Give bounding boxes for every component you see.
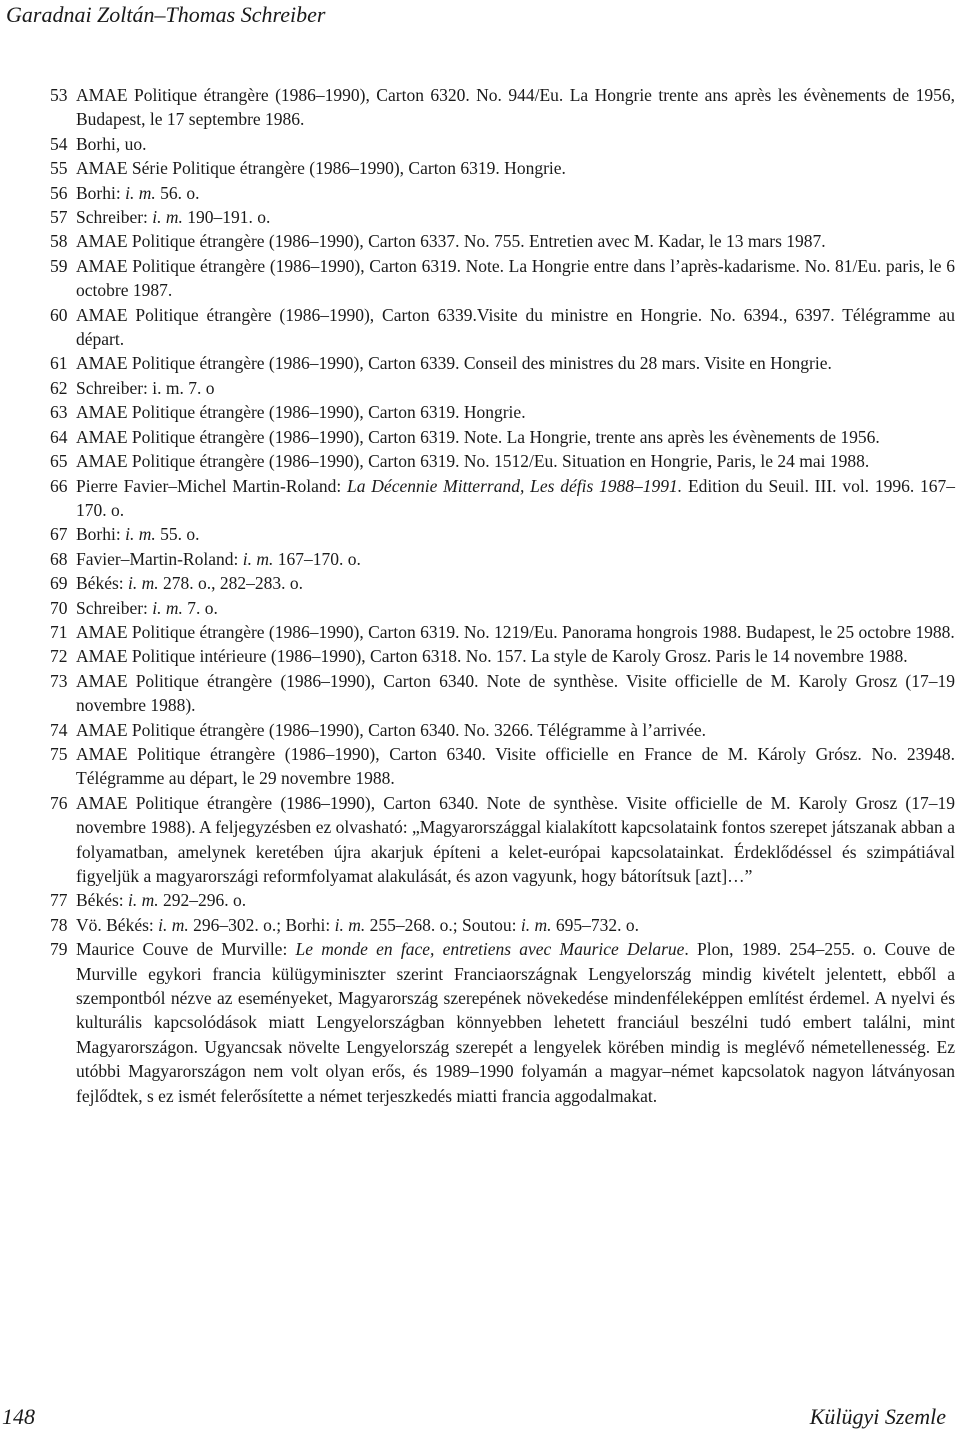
- footnote-item: [50, 596, 955, 620]
- italic-text: i. m.: [152, 207, 183, 228]
- footnote-number: 57: [50, 207, 68, 228]
- text-segment: 296–302. o.; Borhi:: [188, 914, 335, 935]
- footnote-item: [50, 376, 955, 400]
- footnote-item: [50, 181, 955, 205]
- footnote-number: 79: [50, 939, 68, 960]
- italic-text: i. m.: [125, 182, 156, 203]
- text-segment: Békés:: [76, 573, 129, 594]
- footnote-text: [76, 522, 955, 546]
- footnote-item: [50, 351, 955, 375]
- text-segment: Maurice Couve de Murville:: [76, 939, 296, 960]
- footnote-number: 65: [50, 451, 68, 472]
- italic-text: i. m.: [128, 573, 159, 594]
- footnote-number: 73: [50, 670, 68, 691]
- text-segment: 278. o., 282–283. o.: [158, 573, 304, 594]
- footnote-item: [50, 522, 955, 546]
- text-segment: AMAE Politique intérieure (1986–1990), Carton 6318. No. 157. La style de Karoly Grosz. Paris le 14 novembre 1988.: [76, 646, 908, 667]
- footnote-number: 78: [50, 914, 68, 935]
- text-segment: Edition du Seuil. III. vol. 1996. 167–170. o.: [76, 475, 955, 520]
- footnote-text: [76, 742, 955, 791]
- footnote-number: 68: [50, 548, 68, 569]
- italic-text: i. m.: [242, 548, 274, 569]
- text-segment: Vö. Békés:: [76, 914, 159, 935]
- footnote-text: [76, 547, 955, 571]
- text-segment: AMAE Série Politique étrangère (1986–1990), Carton 6319. Hongrie.: [76, 158, 566, 179]
- footnote-text: [76, 644, 955, 668]
- footnote-text: [76, 351, 955, 375]
- footnote-number: 64: [50, 426, 68, 447]
- text-segment: AMAE Politique étrangère (1986–1990), Carton 6319. Note. La Hongrie, trente ans après les évènements de 1956.: [76, 426, 880, 447]
- italic-text: i. m.: [152, 597, 183, 618]
- text-segment: Borhi, uo.: [76, 133, 147, 154]
- text-segment: . Plon, 1989. 254–255. o. Couve de Murville egykori francia külügyminiszter szerint Franciaországnak Lengyelország mindig kivételt jelentett, ebből a szempontból nézve az eseményeket, Magyarország szerepének növekedése mindenféleképpen említést érdemel. A nyelvi és kulturális kapcsolódások miatt Lengyelországban könnyebben lehetett franciául beszélni tudó embert találni, mint Magyarországon. Ugyancsak növelte Lengyelország szerepét a lengyelek körében mindig is meglévő németellenesség. Ez utóbbi Magyarországon nem volt olyan erős, és 1989–1990 folyamán a magyar–német kapcsolatok nagyon látványosan fejlődtek, s ez ismét felerősítette a német terjeszkedés miatti francia aggodalmakat.: [76, 939, 955, 1106]
- footnote-text: [76, 400, 955, 424]
- footnote-item: [50, 205, 955, 229]
- text-segment: 56. o.: [155, 182, 200, 203]
- text-segment: AMAE Politique étrangère (1986–1990), Carton 6340. No. 3266. Télégramme à l’arrivée.: [76, 719, 706, 740]
- footnote-text: [76, 156, 955, 180]
- text-segment: 55. o.: [155, 524, 200, 545]
- footnote-item: [50, 669, 955, 718]
- italic-text: i. m.: [158, 914, 189, 935]
- footnote-item: [50, 132, 955, 156]
- footnote-text: [76, 937, 955, 1108]
- footnote-item: [50, 303, 955, 352]
- footnote-item: [50, 644, 955, 668]
- footnote-number: 53: [50, 85, 68, 105]
- footnote-item: [50, 913, 955, 937]
- footnote-text: [76, 205, 955, 229]
- footnote-item: [50, 229, 955, 253]
- footnote-number: 69: [50, 573, 68, 594]
- italic-text: Le monde en face, entretiens avec Maurice Delarue: [295, 939, 685, 960]
- footnote-item: [50, 888, 955, 912]
- footnote-text: [76, 474, 955, 523]
- footnote-number: 54: [50, 133, 68, 154]
- footnote-number: 71: [50, 621, 68, 642]
- footnote-number: 74: [50, 719, 68, 740]
- footnote-item: [50, 83, 955, 132]
- text-segment: AMAE Politique étrangère (1986–1990), Carton 6319. Note. La Hongrie entre dans l’après-kadarisme. No. 81/Eu. paris, le 6 octobre 1987.: [76, 255, 955, 301]
- footnote-text: [76, 376, 955, 400]
- footnote-number: 76: [50, 792, 68, 813]
- footnote-text: [76, 181, 955, 205]
- footnote-number: 59: [50, 255, 68, 276]
- footnote-text: [76, 718, 955, 742]
- footnote-number: 66: [50, 475, 68, 496]
- footnote-text: [76, 596, 955, 620]
- footnote-number: 75: [50, 743, 68, 764]
- text-segment: AMAE Politique étrangère (1986–1990), Carton 6339.Visite du ministre en Hongrie. No. 6394., 6397. Télégramme au départ.: [76, 304, 955, 350]
- footnote-number: 72: [50, 646, 68, 667]
- footnote-number: 55: [50, 158, 68, 179]
- footnote-text: [76, 913, 955, 937]
- text-segment: 190–191. o.: [182, 207, 271, 228]
- footnote-item: [50, 400, 955, 424]
- running-title: Garadnai Zoltán–Thomas Schreiber: [6, 2, 326, 27]
- italic-text: La Décennie Mitterrand, Les défis 1988–1991.: [347, 475, 683, 496]
- text-segment: Pierre Favier–Michel Martin-Roland:: [76, 475, 348, 496]
- italic-text: i. m.: [128, 890, 159, 911]
- text-segment: Schreiber: i. m. 7. o: [76, 377, 215, 398]
- italic-text: i. m.: [125, 524, 156, 545]
- footnote-number: 60: [50, 304, 68, 325]
- footnote-item: [50, 474, 955, 523]
- footnote-text: [76, 571, 955, 595]
- text-segment: 292–296. o.: [158, 890, 247, 911]
- footnotes-list: [50, 83, 955, 1108]
- text-segment: Favier–Martin-Roland:: [76, 548, 243, 569]
- footnote-item: [50, 156, 955, 180]
- footnote-text: [76, 449, 955, 473]
- footnote-text: [76, 888, 955, 912]
- footnote-item: [50, 718, 955, 742]
- italic-text: i. m.: [334, 914, 366, 935]
- footnote-item: [50, 620, 955, 644]
- text-segment: AMAE Politique étrangère (1986–1990), Carton 6339. Conseil des ministres du 28 mars. Visite en Hongrie.: [76, 353, 832, 374]
- footnote-item: [50, 791, 955, 889]
- footnote-item: [50, 425, 955, 449]
- text-segment: Borhi:: [76, 182, 126, 203]
- footnote-text: [76, 620, 955, 644]
- footnote-text: [76, 669, 955, 718]
- text-segment: 167–170. o.: [273, 548, 361, 569]
- text-segment: AMAE Politique étrangère (1986–1990), Carton 6337. No. 755. Entretien avec M. Kadar, le 13 mars 1987.: [76, 231, 826, 252]
- text-segment: AMAE Politique étrangère (1986–1990), Carton 6340. Visite officielle en France de M. Károly Grósz. No. 23948. Télégramme au départ, le 29 novembre 1988.: [76, 743, 955, 789]
- footnote-item: [50, 254, 955, 303]
- text-segment: AMAE Politique étrangère (1986–1990), Carton 6319. Hongrie.: [76, 402, 526, 423]
- footnote-item: [50, 449, 955, 473]
- text-segment: AMAE Politique étrangère (1986–1990), Carton 6319. No. 1512/Eu. Situation en Hongrie, Paris, le 24 mai 1988.: [76, 451, 870, 472]
- footnote-text: [76, 791, 955, 889]
- footnote-item: [50, 742, 955, 791]
- text-segment: Schreiber:: [76, 597, 153, 618]
- footnote-text: [76, 83, 955, 132]
- text-segment: 255–268. o.; Soutou:: [365, 914, 521, 935]
- footnote-item: [50, 937, 955, 1108]
- footnote-text: [76, 229, 955, 253]
- text-segment: 7. o.: [182, 597, 218, 618]
- footnote-text: [76, 303, 955, 352]
- text-segment: Schreiber:: [76, 207, 153, 228]
- text-segment: Borhi:: [76, 524, 126, 545]
- footnote-number: 77: [50, 890, 68, 911]
- text-segment: 695–732. o.: [551, 914, 639, 935]
- footnote-item: [50, 571, 955, 595]
- text-segment: AMAE Politique étrangère (1986–1990), Carton 6320. No. 944/Eu. La Hongrie trente ans après les évènements de 1956, Budapest, le 17 septembre 1986.: [76, 85, 955, 130]
- text-segment: Békés:: [76, 890, 129, 911]
- page-number: 148: [2, 1404, 35, 1429]
- footnote-text: [76, 425, 955, 449]
- footnote-number: 67: [50, 524, 68, 545]
- italic-text: i. m.: [520, 914, 552, 935]
- footnote-number: 58: [50, 231, 68, 252]
- footnote-text: [76, 132, 955, 156]
- footnote-number: 61: [50, 353, 68, 374]
- footnote-number: 62: [50, 377, 68, 398]
- footnote-number: 63: [50, 402, 68, 423]
- text-segment: AMAE Politique étrangère (1986–1990), Carton 6340. Note de synthèse. Visite officielle de M. Karoly Grosz (17–19 novembre 1988). A feljegyzésben ez olvasható: „Magyarországgal kialakított kapcsolataink fontos szerepet játszanak abban a folyamatban, amelynek keretében újra akarjuk építeni a kelet-európai kapcsolatainkat. Érdeklődéssel és szimpátiával figyeljük a magyarországi reformfolyamat alakulását, és azon vagyunk, hogy bátorítsuk [azt]…”: [76, 792, 955, 886]
- footnote-item: [50, 547, 955, 571]
- footnote-number: 70: [50, 597, 68, 618]
- footnote-number: 56: [50, 182, 68, 203]
- text-segment: AMAE Politique étrangère (1986–1990), Carton 6340. Note de synthèse. Visite officielle de M. Karoly Grosz (17–19 novembre 1988).: [76, 670, 955, 716]
- text-segment: AMAE Politique étrangère (1986–1990), Carton 6319. No. 1219/Eu. Panorama hongrois 1988. Budapest, le 25 octobre 1988.: [76, 621, 955, 642]
- footnote-text: [76, 254, 955, 303]
- journal-name: Külügyi Szemle: [809, 1404, 946, 1429]
